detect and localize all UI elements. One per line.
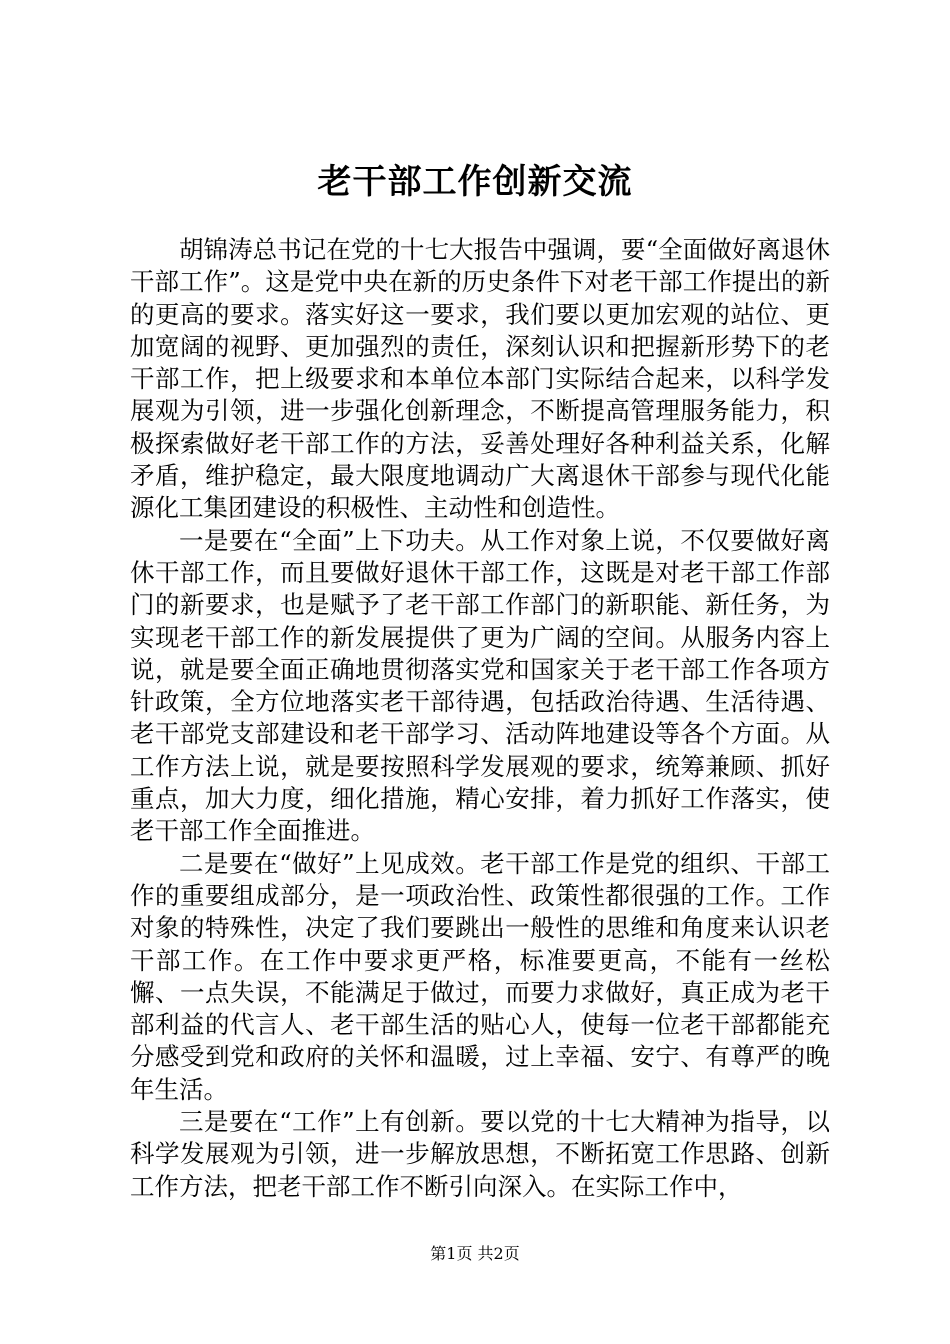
document-body (130, 234, 830, 1203)
paragraph-point-1: 一是要在“全面”上下功夫。从工作对象上说，不仅要做好离休干部工作，而且要做好退休干部工作，这既是对老干部工作部门的新要求，也是赋予了老干部工作部门的新职能、新任务，为实现老干部工作的新发展提供了更为广阔的空间。从服务内容上说，就是要全面正确地贯彻落实党和国家关于老干部工作各项方针政策，全方位地落实老干部待遇，包括政治待遇、生活待遇、老干部党支部建设和老干部学习、活动阵地建设等各个方面。从工作方法上说，就是要按照科学发展观的要求，统筹兼顾、抓好重点，加大力度，细化措施，精心安排，着力抓好工作落实，使老干部工作全面推进。 (130, 525, 830, 846)
paragraph-point-2: 二是要在“做好”上见成效。老干部工作是党的组织、干部工作的重要组成部分，是一项政治性、政策性都很强的工作。工作对象的特殊性，决定了我们要跳出一般性的思维和角度来认识老干部工作。在工作中要求更严格，标准要更高，不能有一丝松懈、一点失误，不能满足于做过，而要力求做好，真正成为老干部利益的代言人、老干部生活的贴心人，使每一位老干部都能充分感受到党和政府的关怀和温暖，过上幸福、安宁、有尊严的晚年生活。 (130, 848, 830, 1104)
page-number-footer: 第1页 共2页 (430, 1244, 520, 1263)
document-title: 老干部工作创新交流 (317, 162, 633, 202)
paragraph-intro: 胡锦涛总书记在党的十七大报告中强调，要“全面做好离退休干部工作”。这是党中央在新的历史条件下对老干部工作提出的新的更高的要求。落实好这一要求，我们要以更加宏观的站位、更加宽阔的视野、更加强烈的责任，深刻认识和把握新形势下的老干部工作，把上级要求和本单位本部门实际结合起来，以科学发展观为引领，进一步强化创新理念，不断提高管理服务能力，积极探索做好老干部工作的方法，妥善处理好各种利益关系，化解矛盾，维护稳定，最大限度地调动广大离退休干部参与现代化能源化工集团建设的积极性、主动性和创造性。 (130, 235, 830, 523)
paragraph-point-3: 三是要在“工作”上有创新。要以党的十七大精神为指导，以科学发展观为引领，进一步解放思想，不断拓宽工作思路、创新工作方法，把老干部工作不断引向深入。在实际工作中， (130, 1107, 830, 1201)
